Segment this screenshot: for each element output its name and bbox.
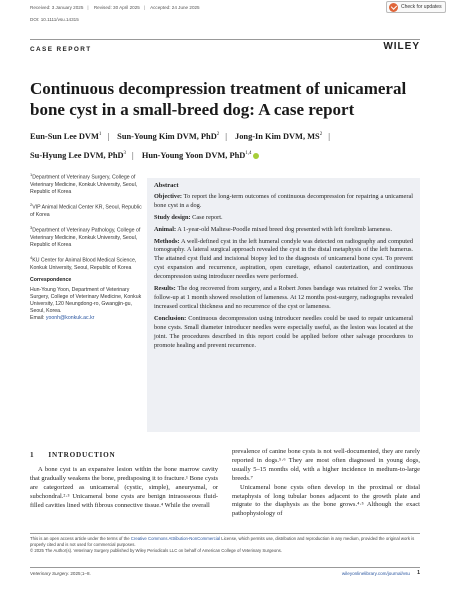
paragraph: Unicameral bone cysts often develop in the proximal or distal metaphysis of long tubular bones adjacent to the growth plate and migrate to the diaphysis as the bone grows.⁴·⁵ Although the exact pathophysiology of (232, 483, 420, 518)
article-title: Continuous decompression treatment of unicameral bone cyst in a small-breed dog: A case report (30, 79, 407, 119)
abstract-study-design: Study design: Case report. (154, 213, 223, 221)
orcid-icon[interactable] (253, 153, 259, 159)
journal-citation: Veterinary Surgery. 2025;1–8. (30, 571, 91, 576)
body-column-left (30, 466, 218, 511)
article-type: CASE REPORT (30, 46, 92, 53)
author[interactable]: Eun-Sun Lee DVM$^1$ (30, 131, 102, 141)
accepted-date: Accepted: 24 June 2025 (150, 5, 200, 10)
doi[interactable]: DOI: 10.1111/vsu.14315 (30, 17, 79, 22)
license-notice: This is an open access article under the terms of the Creative Commons Attribution-NonCommercial License, which permits use, distribution and reproduction in any medium, provided the original work is properly cited and is not used for commercial purposes. © 2025 The Author(s). Veterinary Surgery published by Wiley Periodicals LLC on behalf of American College of Veterinary Surgeons. (30, 536, 415, 554)
abstract-methods: Methods: A well-defined cyst in the left humeral condyle was detected on radiography and computed tomography. A lateral surgical approach revealed the cyst in the distal metaphysis of the left humerus. The attained cyst fluid and incisional biopsy led to the diagnosis of unicameral bone cyst. To prevent cyst expansion and recurrence, aspiration, open curettage, ethanol cauterization, and continuous decompression using introducer needles were performed. (154, 237, 413, 281)
affiliation: $^3$Department of Veterinary Pathology, College of Veterinary Medicine, Konkuk University, Seoul, Republic of Korea (30, 224, 141, 248)
received-date: Received: 3 January 2025 (30, 5, 84, 10)
copyright-line: © 2025 The Author(s). Veterinary Surgery published by Wiley Periodicals LLC on behalf of American College of Veterinary Surgeons. (30, 548, 282, 554)
page-number: 1 (417, 570, 420, 576)
author-list: Eun-Sun Lee DVM$^1$ | Sun-Young Kim DVM, PhD$^2$ | Jong-In Kim DVM, $MS^2$ | Su-Hyung Lee DVM, PhD$^3$ | Hun-Young Yoon DVM, PhD$^{1,4}$ (30, 131, 330, 160)
journal-url-link[interactable]: wileyonlinelibrary.com/journal/vsu (341, 571, 410, 576)
revised-date: Revised: 30 April 2025 (93, 5, 140, 10)
article-dates: Received: 3 January 2025 | Revised: 30 April 2025 | Accepted: 24 June 2025 (30, 5, 200, 10)
paragraph: A bone cyst is an expansive lesion within the bone marrow cavity that gradually weakens the bone, predisposing it to fracture.¹ Bone cysts are categorized as unicameral (cystic, simple), aneurysmal, or subchondral.²·³ Unicameral bone cysts are benign intraosseous fluid-filled cavities lined with fibrous connective tissue.⁴ While the overall (30, 466, 218, 509)
author[interactable]: Su-Hyung Lee DVM, PhD$^3$ (30, 150, 127, 160)
license-divider (30, 533, 420, 534)
check-updates-icon (389, 3, 398, 12)
header-divider (30, 39, 420, 40)
section-heading-introduction (30, 451, 116, 459)
license-link[interactable]: Creative Commons Attribution-NonCommercial (130, 536, 221, 541)
check-for-updates-button[interactable] (386, 1, 446, 13)
correspondence-heading: Correspondence (30, 276, 72, 283)
affiliation: $^2$VIP Animal Medical Center KR, Seoul, Republic of Korea (30, 202, 142, 218)
affiliations (30, 171, 142, 327)
correspondence-email-link[interactable]: yoonh@konkuk.ac.kr (45, 315, 95, 322)
body-column-right (232, 448, 420, 519)
author[interactable]: Sun-Young Kim DVM, PhD$^2$ (117, 131, 220, 141)
abstract-box (147, 178, 420, 432)
abstract-results: Results: The dog recovered from surgery, and a Robert Jones bandage was retained for 2 weeks. The follow-up at 1 month showed resolution of lameness. At 12 months post-surgery, radiographs revealed increased cortical thickness and no recurrence of the cyst or lameness. (154, 285, 413, 310)
check-updates-label: Check for updates (401, 4, 442, 10)
abstract-objective: Objective: To report the long-term outcomes of continuous decompression for repairing a unicameral bone cyst in a dog. (154, 192, 413, 209)
section-title: INTRODUCTION (48, 451, 116, 459)
correspondence-text: Hun-Young Yoon, Department of Veterinary Surgery, College of Veterinary Medicine, Konkuk University, 120 Neungdong-ro, Gwangjin-gu, Seoul, Korea. Email: yoonh@konkuk.ac.kr (30, 286, 142, 322)
abstract-heading: Abstract (154, 182, 179, 189)
author[interactable]: Jong-In Kim DVM, $MS^2$ (235, 131, 323, 141)
publisher-logo: WILEY (383, 41, 420, 52)
author[interactable]: Hun-Young Yoon DVM, PhD$^{1,4}$ (141, 150, 252, 160)
paragraph: prevalence of canine bone cysts is not well-documented, they are rarely reported in dogs.⁵·⁶ They are most often diagnosed in young dogs, usually 5–15 months old, with a higher incidence in medium-to-large breeds.⁷ (232, 448, 420, 482)
affiliation: $^1$Department of Veterinary Surgery, College of Veterinary Medicine, Konkuk University, Seoul, Republic of Korea (30, 172, 138, 195)
abstract-conclusion: Conclusion: Continuous decompression using introducer needles could be used to repair unicameral bone cysts. Small diameter introducer needles were especially useful, as the lesion was located at the joint. The procedures described in this report could be applied before other salvage procedures to promote healing and prevent recurrence. (154, 314, 414, 349)
abstract-animal: Animal: A 1-year-old Maltese-Poodle mixed breed dog presented with left forelimb lameness. (154, 225, 393, 233)
footer-divider (30, 567, 420, 568)
affiliation: $^4$KU Center for Animal Blood Medical Science, Konkuk University, Seoul, Republic of Korea (30, 254, 137, 271)
section-number: 1 (30, 451, 35, 459)
